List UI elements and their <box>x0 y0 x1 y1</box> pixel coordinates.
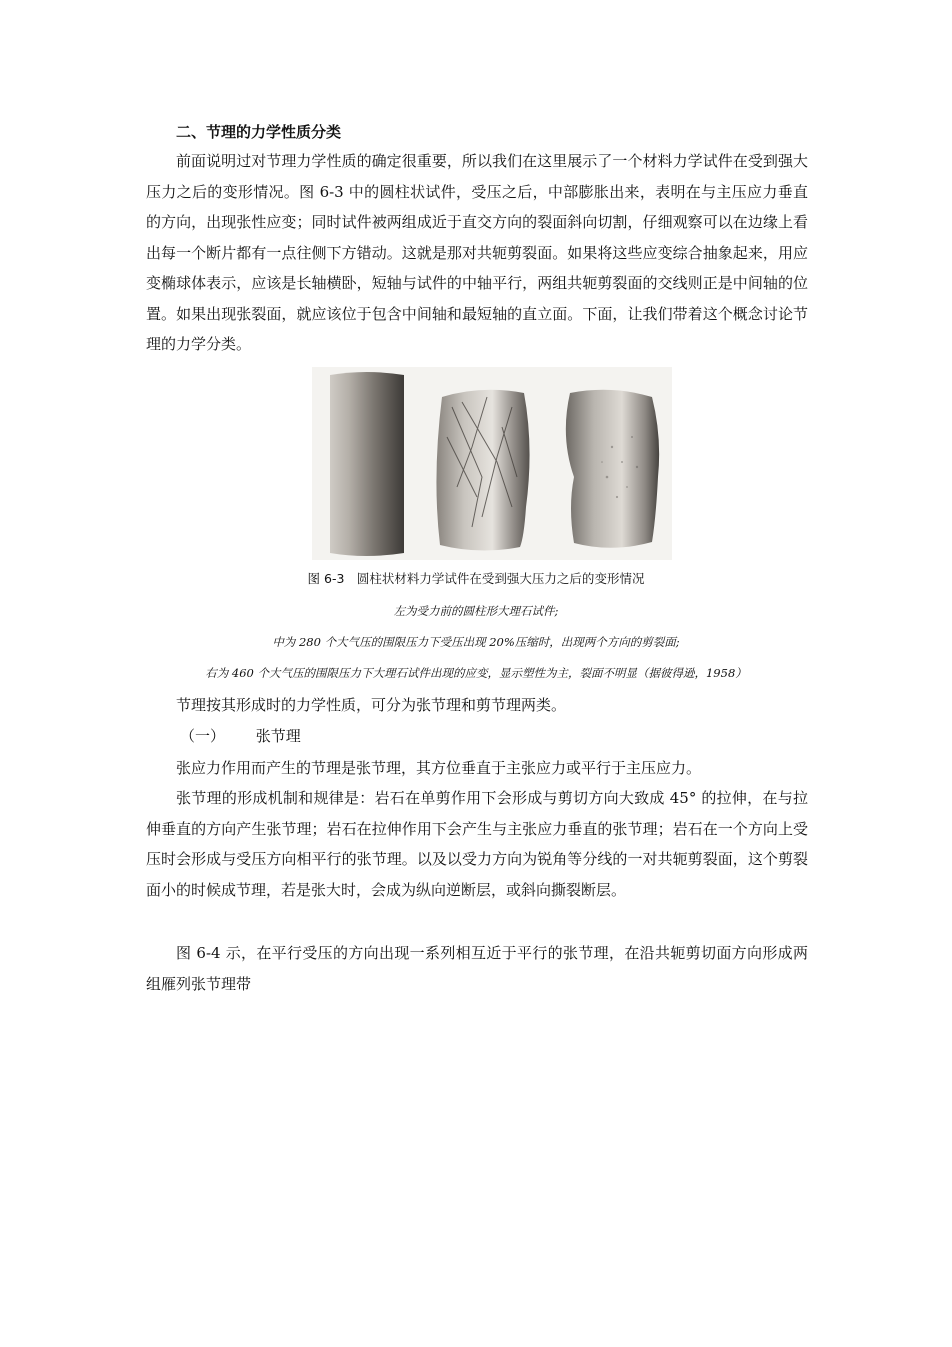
paragraph-tension-mechanism: 张节理的形成机制和规律是：岩石在单剪作用下会形成与剪切方向大致成 45° 的拉伸，在与拉伸垂直的方向产生张节理；岩石在拉伸作用下会产生与主张应力垂直的张节理；岩石在一个方向上受压时会形成与受压方向相平行的张节理。以及以受力方向为锐角等分线的一对共轭剪裂面，这个剪裂面小的时候成节理，若是张大时，会成为纵向逆断层，或斜向撕裂断层。 <box>146 789 808 899</box>
section-title: 二、节理的力学性质分类 <box>176 123 342 141</box>
paragraph-tension-definition: 张应力作用而产生的节理是张节理，其方位垂直于主张应力或平行于主压应力。 <box>176 759 702 777</box>
specimen-plastic <box>566 390 659 548</box>
specimen-sheared <box>436 390 529 551</box>
paragraph-figure-6-4: 图 6-4 示，在平行受压的方向出现一系列相互近于平行的张节理，在沿共轭剪切面方向形成两组雁列张节理带 <box>146 944 808 993</box>
figure-caption-line-3: 右为 460 个大气压的围限压力下大理石试件出现的应变，显示塑性为主，裂面不明显（据彼得逊，1958） <box>205 666 747 680</box>
paragraph-intro: 前面说明过对节理力学性质的确定很重要，所以我们在这里展示了一个材料力学试件在受到强大压力之后的变形情况。图 6-3 中的圆柱状试件，受压之后，中部膨胀出来，表明在与主压应力垂直的方向，出现张性应变；同时试件被两组成近于直交方向的裂面斜向切割，仔细观察可以在边缘上看出每一个断片都有一点往侧下方错动。这就是那对共轭剪裂面。如果将这些应变综合抽象起来，用应变椭球体表示，应该是长轴横卧，短轴与试件的中轴平行，两组共轭剪裂面的交线则正是中间轴的位置。如果出现张裂面，就应该位于包含中间轴和最短轴的直立面。下面，让我们带着这个概念讨论节理的力学分类。 <box>146 152 808 353</box>
figure-caption-line-1: 左为受力前的圆柱形大理石试件; <box>393 604 559 618</box>
subheading-label: 张节理 <box>255 727 301 745</box>
specimen-undeformed <box>330 372 404 556</box>
paragraph-classification: 节理按其形成时的力学性质，可分为张节理和剪节理两类。 <box>176 696 567 714</box>
subheading-tension-joint <box>180 724 301 748</box>
specimen-photo <box>312 367 672 560</box>
figure-6-3-specimens <box>312 367 672 560</box>
figure-caption: 图 6-3 圆柱状材料力学试件在受到强大压力之后的变形情况 <box>307 571 645 586</box>
figure-caption-line-2: 中为 280 个大气压的围限压力下受压出现 20%压缩时，出现两个方向的剪裂面; <box>272 635 680 649</box>
subheading-number: （一） <box>180 727 226 745</box>
